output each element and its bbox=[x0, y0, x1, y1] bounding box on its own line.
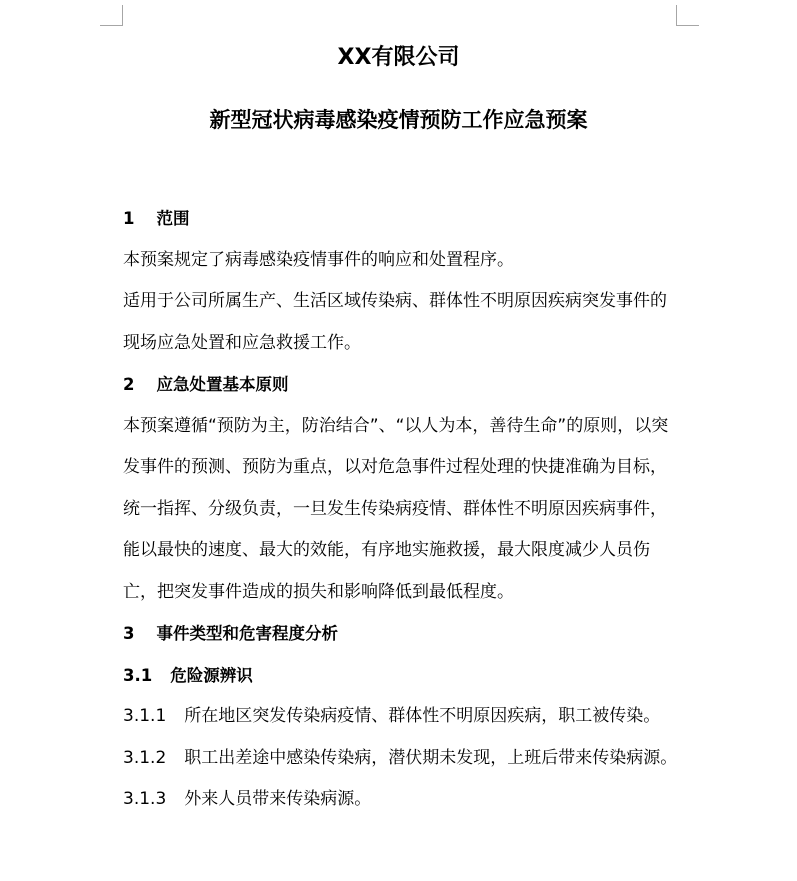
document-body bbox=[123, 198, 683, 821]
clause-number: 3.1.1 bbox=[123, 706, 167, 726]
section-number: 3 bbox=[123, 624, 135, 643]
clause-number: 3.1.3 bbox=[123, 789, 167, 809]
section-title: 应急处置基本原则 bbox=[156, 375, 289, 394]
paragraph: 本预案规定了病毒感染疫情事件的响应和处置程序。 bbox=[123, 249, 514, 270]
paragraph: 本预案遵循“预防为主，防治结合”、“以人为本，善待生命”的原则，以突发事件的预测、预防为重点，以对危急事件过程处理的快捷准确为目标，统一指挥、分级负责，一旦发生传染病疫情、群体性不明原因疾病事件，能以最快的速度、最大的效能，有序地实施救援，最大限度减少人员伤亡，把突发事件造成的损失和影响降低到最低程度。 bbox=[123, 415, 669, 602]
company-title: XX有限公司 bbox=[337, 45, 460, 70]
section-number: 1 bbox=[123, 209, 135, 228]
section-number: 3.1 bbox=[123, 665, 153, 685]
section-3-heading bbox=[123, 613, 683, 655]
clause-text: 职工出差途中感染传染病，潜伏期未发现，上班后带来传染病源。 bbox=[184, 747, 678, 768]
clause-number: 3.1.2 bbox=[123, 747, 167, 768]
plan-title: 新型冠状病毒感染疫情预防工作应急预案 bbox=[209, 108, 588, 132]
clause-text: 外来人员带来传染病源。 bbox=[184, 789, 372, 809]
clause-3-1-3 bbox=[123, 779, 683, 821]
section-title: 危险源辨识 bbox=[170, 665, 253, 685]
clause-3-1-2 bbox=[123, 738, 683, 780]
paragraph: 适用于公司所属生产、生活区域传染病、群体性不明原因疾病突发事件的现场应急处置和应急救援工作。 bbox=[123, 291, 667, 353]
clause-3-1-1 bbox=[123, 696, 683, 738]
section-title: 事件类型和危害程度分析 bbox=[156, 624, 338, 643]
margin-corner-mark-right bbox=[676, 5, 699, 26]
section-1-heading bbox=[123, 198, 683, 240]
margin-corner-mark-left bbox=[100, 5, 123, 26]
section-title: 范围 bbox=[156, 209, 190, 228]
section-3-1-heading bbox=[123, 655, 683, 697]
section-number: 2 bbox=[123, 375, 135, 394]
clause-text: 所在地区突发传染病疫情、群体性不明原因疾病，职工被传染。 bbox=[184, 706, 661, 726]
section-2-heading bbox=[123, 364, 683, 406]
